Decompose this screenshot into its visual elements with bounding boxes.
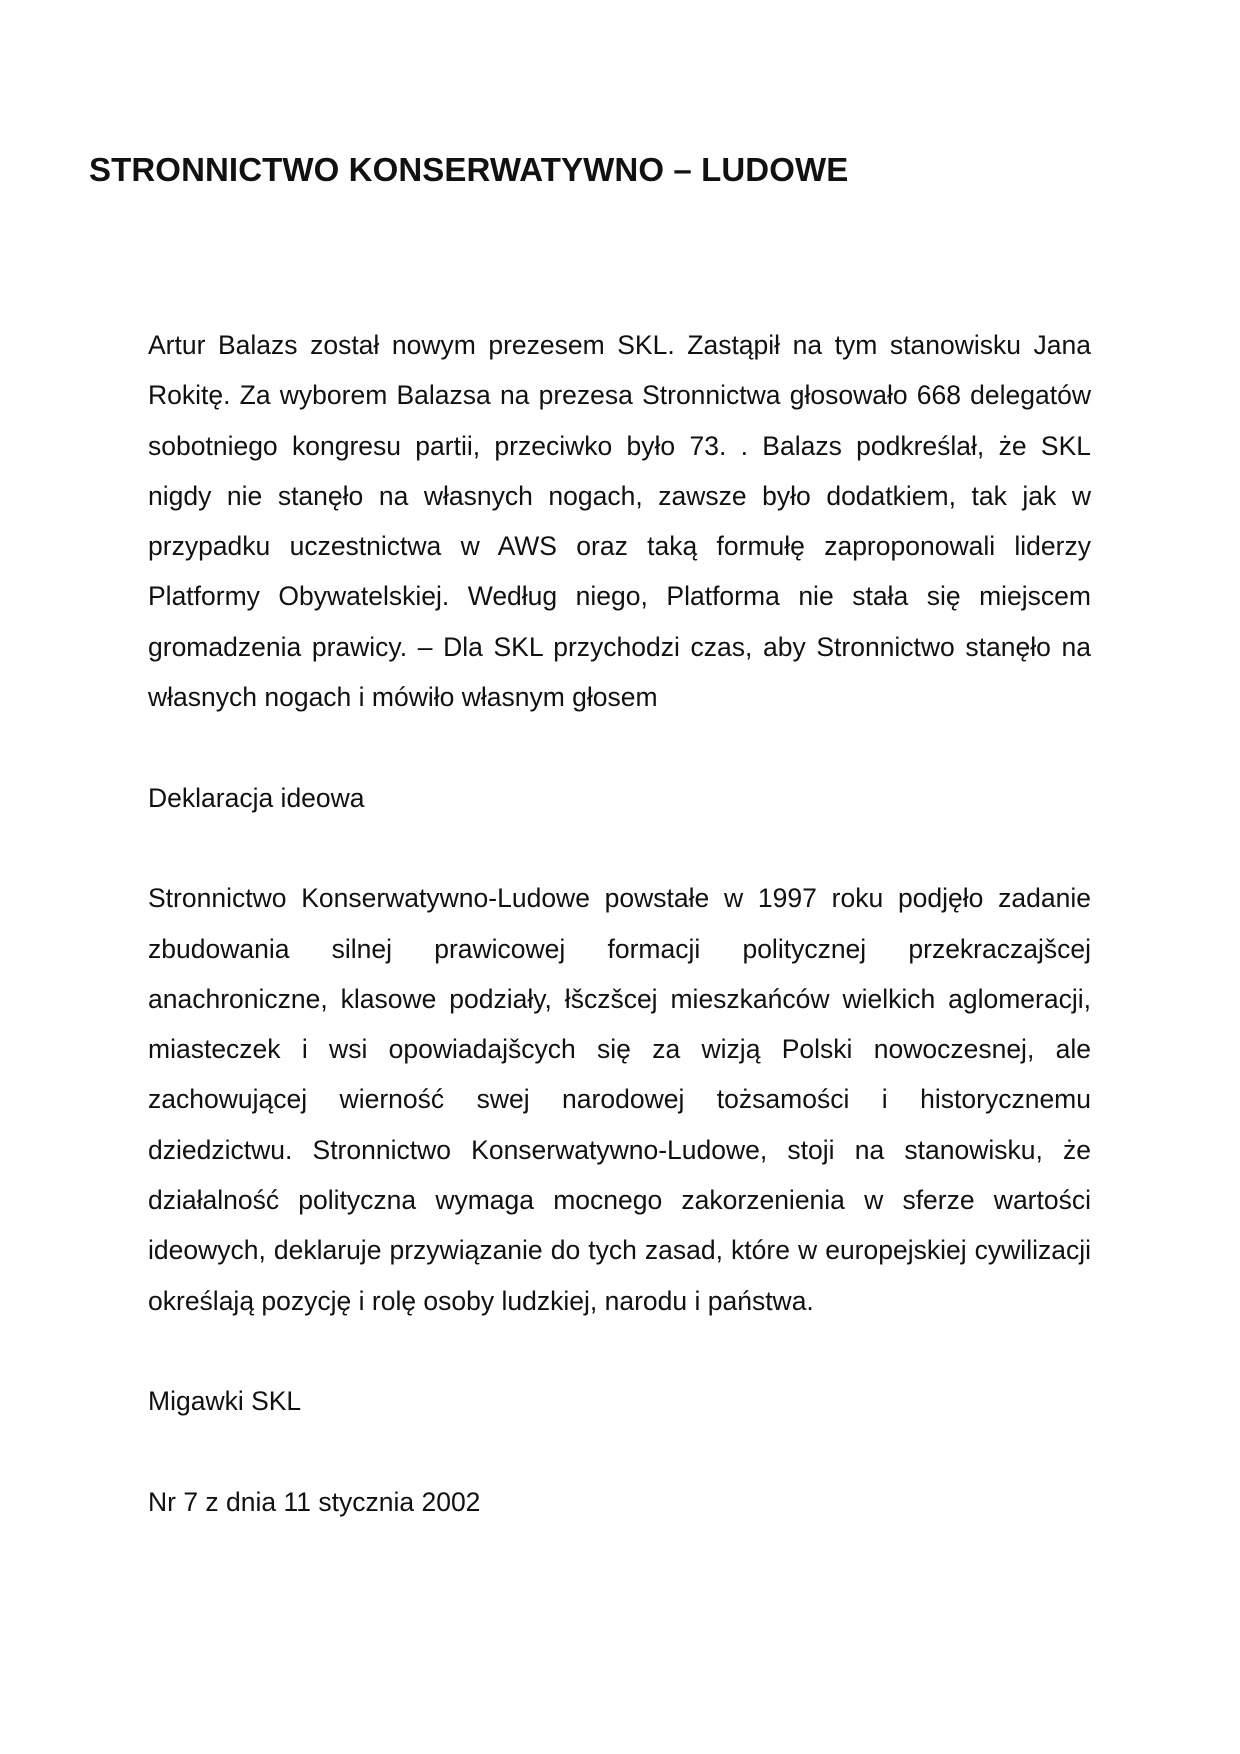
spacer <box>148 823 1091 873</box>
spacer <box>148 722 1091 772</box>
spacer <box>148 1326 1091 1376</box>
source-name: Migawki SKL <box>148 1386 302 1417</box>
paragraph-balazs: Artur Balazs został nowym prezesem SKL. Zastąpił na tym stanowisku Jana Rokitę. Za wyborem Balazsa na prezesa Stronnictwa głosowało 668 delegatów sobotniego kongresu partii, przeciwko było 73. . Balazs podkreślał, że SKL nigdy nie stanęło na własnych nogach, zawsze było dodatkiem, tak jak w przypadku uczestnictwa w AWS oraz taką formułę zaproponowali liderzy Platformy Obywatelskiej. Według niego, Platforma nie stała się miejscem gromadzenia prawicy. – Dla SKL przychodzi czas, aby Stronnictwo stanęło na własnych nogach i mówiło własnym głosem <box>148 330 1091 713</box>
paragraph-declaration: Stronnictwo Konserwatywno-Ludowe powstałe w 1997 roku podjęło zadanie zbudowania silnej prawicowej formacji politycznej przekraczajšcej anachroniczne, klasowe podziały, łšczšcej mieszkańców wielkich aglomeracji, miasteczek i wsi opowiadajšcych się za wizją Polski nowoczesnej, ale zachowującej wierność swej narodowej tożsamości i historycznemu dziedzictwu. Stronnictwo Konserwatywno-Ludowe, stoji na stanowisku, że działalność polityczna wymaga mocnego zakorzenienia w sferze wartości ideowych, deklaruje przywiązanie do tych zasad, które w europejskiej cywilizacji określają pozycję i rolę osoby ludzkiej, narodu i państwa. <box>148 883 1091 1316</box>
document-body <box>148 320 1091 1527</box>
spacer <box>148 1427 1091 1477</box>
section-heading-declaration: Deklaracja ideowa <box>148 782 365 813</box>
document-title: STRONNICTWO KONSERWATYWNO – LUDOWE <box>89 151 849 188</box>
source-issue: Nr 7 z dnia 11 stycznia 2002 <box>148 1486 481 1517</box>
